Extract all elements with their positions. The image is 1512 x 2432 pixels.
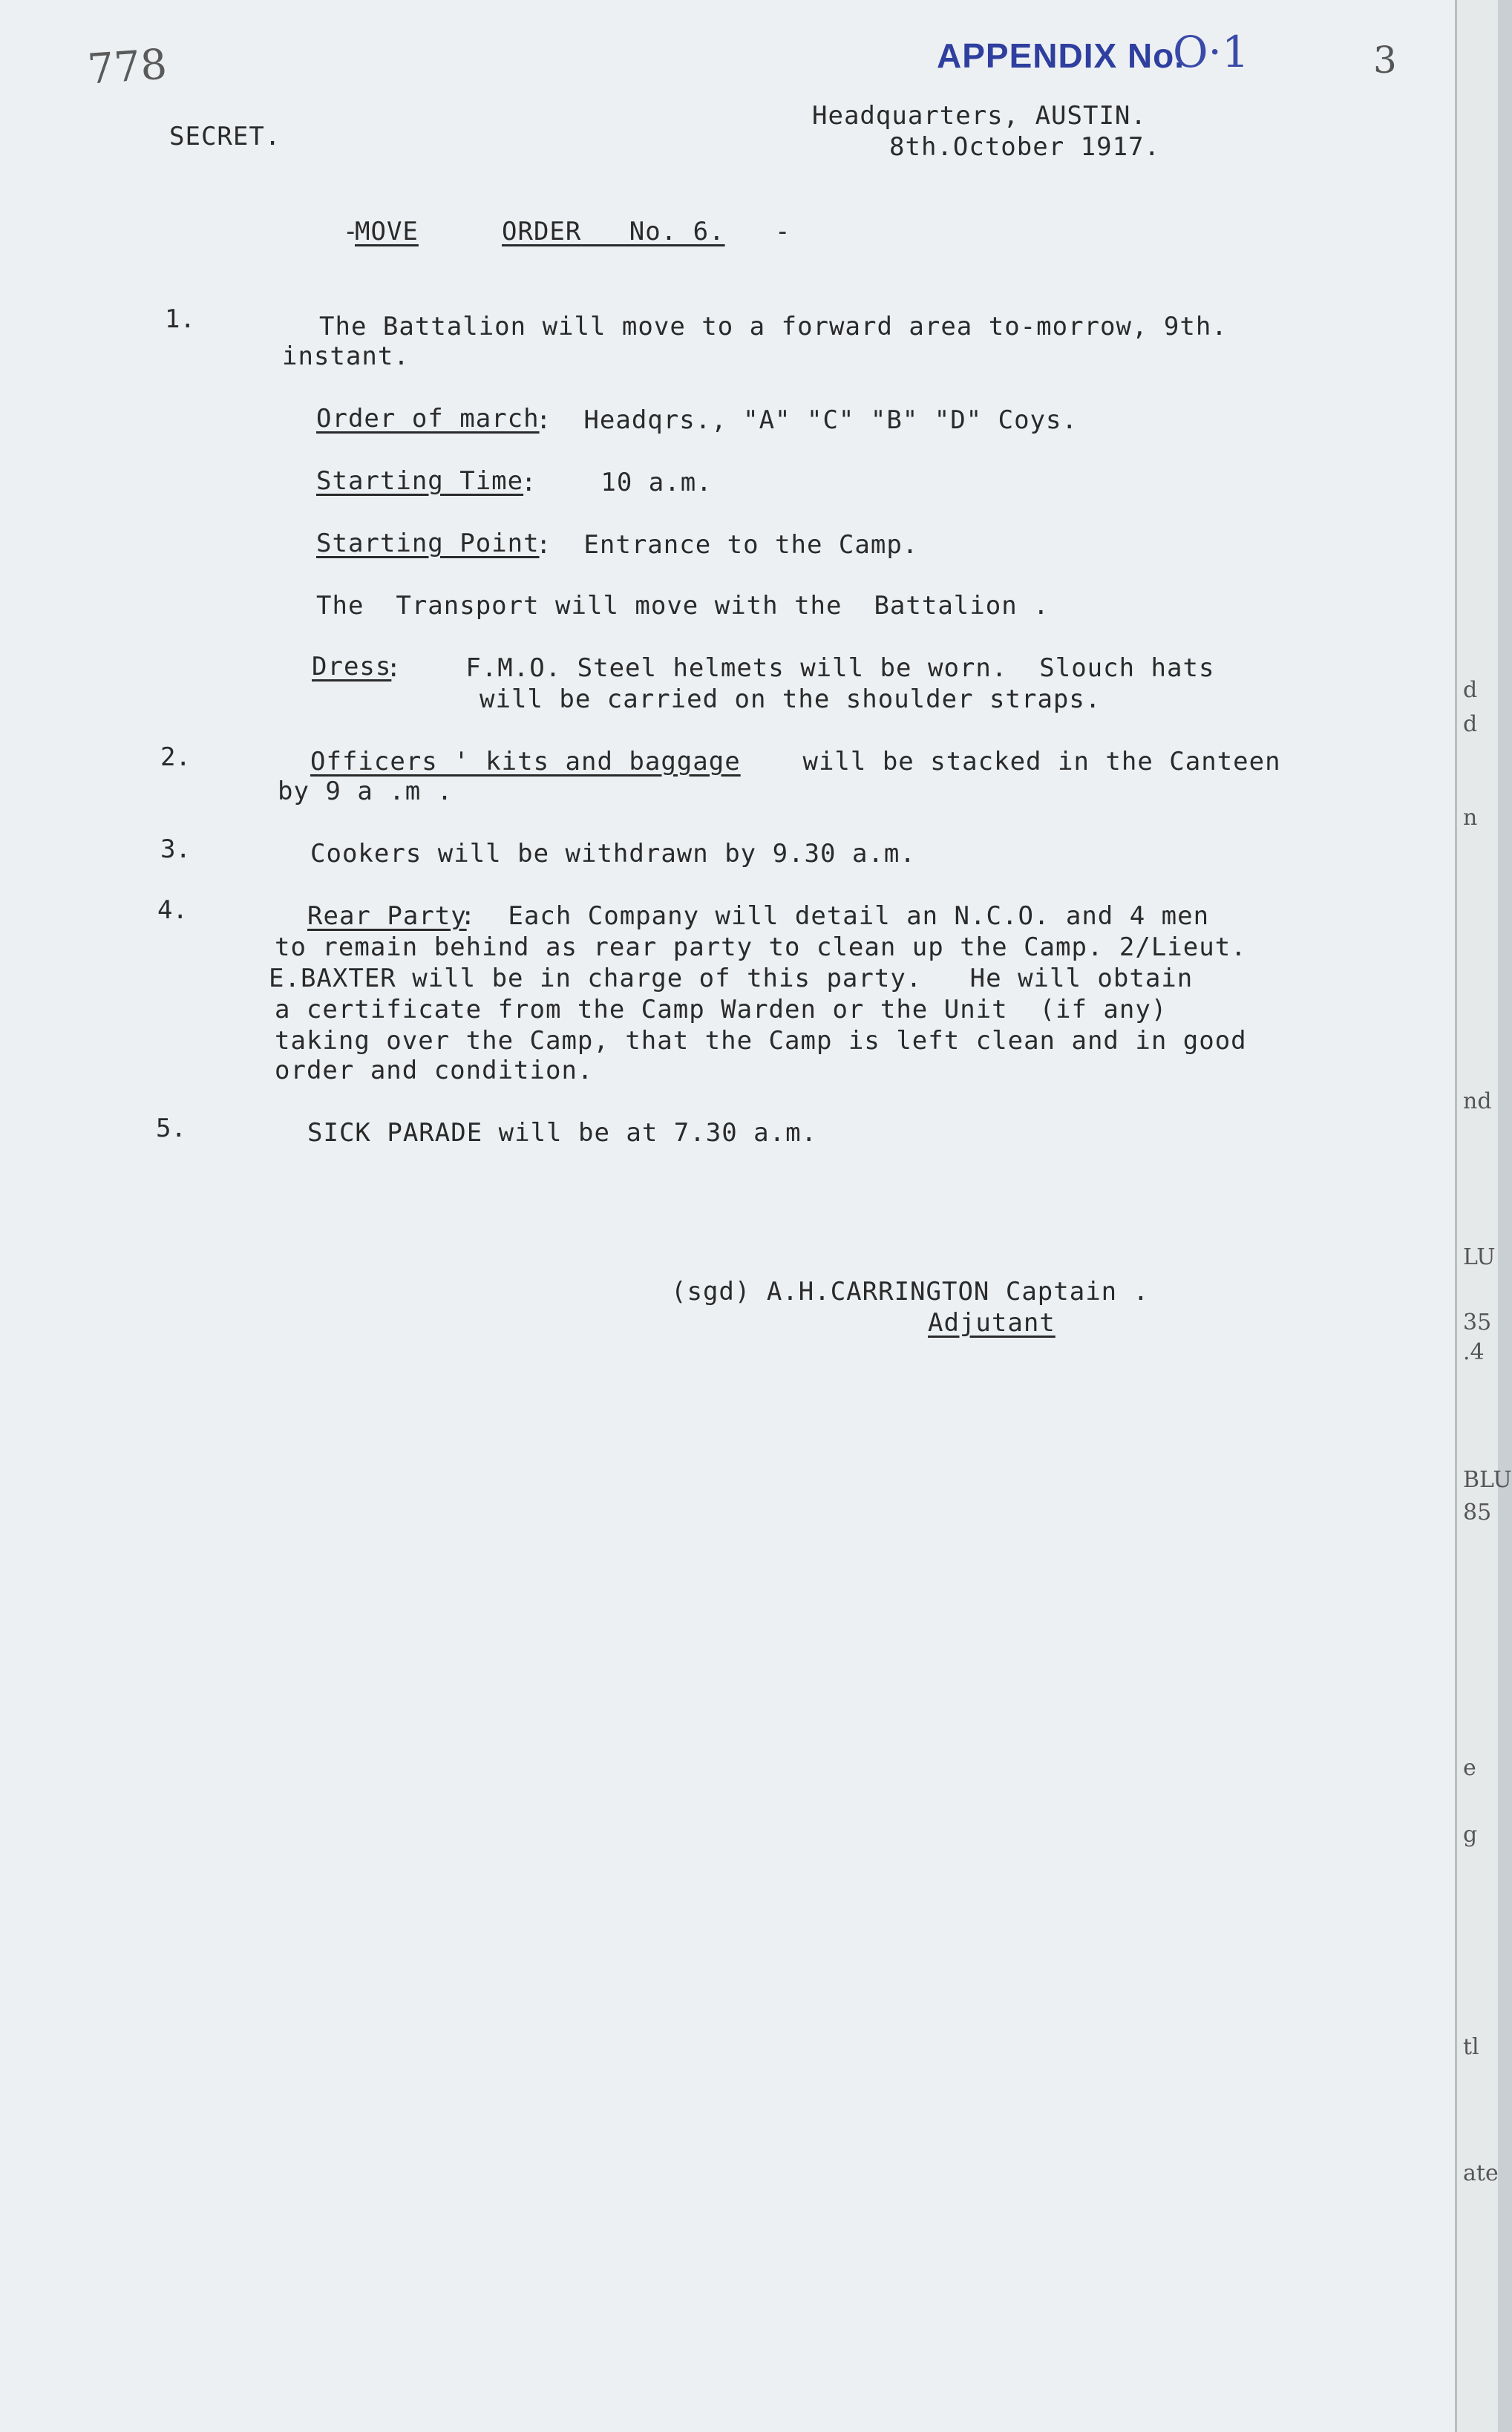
transport-note: The Transport will move with the Battalion .: [316, 591, 1050, 621]
paragraph-5-text: SICK PARADE will be at 7.30 a.m.: [307, 1118, 818, 1148]
archive-number: 778: [85, 40, 169, 94]
paragraph-2-line1: will be stacked in the Canteen: [787, 747, 1281, 777]
paragraph-1-line2: instant.: [282, 341, 410, 371]
edge-fragment: e: [1463, 1755, 1476, 1781]
paragraph-3-text: Cookers will be withdrawn by 9.30 a.m.: [310, 839, 916, 869]
edge-fragment: 35: [1463, 1310, 1492, 1336]
dress-label: Dress: [312, 652, 392, 681]
classification: SECRET.: [169, 122, 281, 151]
title-move: MOVE: [355, 217, 419, 246]
paragraph-2-line2: by 9 a .m .: [278, 777, 454, 806]
signature-title: Adjutant: [928, 1308, 1056, 1338]
appendix-stamp: APPENDIX No.: [937, 36, 1185, 75]
edge-fragment: n: [1463, 805, 1478, 831]
title-order-no: ORDER No. 6.: [502, 217, 725, 246]
edge-fragment: LU: [1463, 1244, 1496, 1270]
starting-point-label: Starting Point: [316, 529, 540, 558]
title-dash-left: -: [343, 217, 359, 246]
underlying-sheet-edge: [1455, 0, 1512, 2432]
paragraph-number: 3.: [160, 834, 191, 864]
starting-point-value: : Entrance to the Camp.: [536, 530, 919, 560]
page-number: 3: [1373, 39, 1397, 82]
rear-party-lead: Rear Party: [307, 901, 467, 931]
edge-fragment: BLU: [1463, 1467, 1512, 1493]
edge-fragment: nd: [1463, 1088, 1492, 1114]
order-of-march-value: : Headqrs., "A" "C" "B" "D" Coys.: [536, 405, 1078, 435]
paragraph-number: 4.: [157, 895, 188, 925]
edge-fragment: tl: [1463, 2034, 1479, 2060]
title-dash-right: -: [775, 217, 791, 246]
paragraph-4-line: taking over the Camp, that the Camp is left clean and in good: [275, 1026, 1247, 1056]
header-date: 8th.October 1917.: [889, 132, 1160, 162]
starting-time-label: Starting Time: [316, 466, 524, 496]
officers-kits-lead: Officers ' kits and baggage: [310, 747, 741, 777]
appendix-number: O·1: [1173, 27, 1249, 77]
paragraph-number: 5.: [156, 1114, 186, 1143]
edge-fragment: ate: [1463, 2160, 1499, 2186]
paragraph-number: 1.: [165, 304, 195, 334]
paragraph-number: 2.: [160, 742, 191, 772]
edge-fragment: 85: [1463, 1500, 1492, 1526]
edge-fragment: d: [1463, 711, 1478, 737]
paragraph-4-line1: : Each Company will detail an N.C.O. and 4 men: [460, 901, 1210, 931]
starting-time-value: : 10 a.m.: [521, 468, 713, 497]
paragraph-4-line: a certificate from the Camp Warden or the Unit (if any): [275, 995, 1168, 1024]
edge-fragment: g: [1463, 1822, 1478, 1848]
signature-line: (sgd) A.H.CARRINGTON Captain .: [671, 1277, 1150, 1307]
dress-value-line2: will be carried on the shoulder straps.: [480, 684, 1102, 714]
order-of-march-label: Order of march: [316, 404, 540, 434]
paragraph-4-line: order and condition.: [275, 1056, 594, 1085]
paragraph-4-line: to remain behind as rear party to clean up the Camp. 2/Lieut.: [275, 932, 1247, 962]
header-location: Headquarters, AUSTIN.: [812, 101, 1147, 131]
edge-fragment: .4: [1463, 1339, 1485, 1365]
dress-value-line1: : F.M.O. Steel helmets will be worn. Slouch hats: [386, 653, 1215, 683]
paragraph-4-line: E.BAXTER will be in charge of this party. He will obtain: [269, 964, 1194, 993]
paragraph-1-line1: The Battalion will move to a forward area to-morrow, 9th.: [319, 312, 1228, 341]
edge-fragment: d: [1463, 677, 1478, 703]
